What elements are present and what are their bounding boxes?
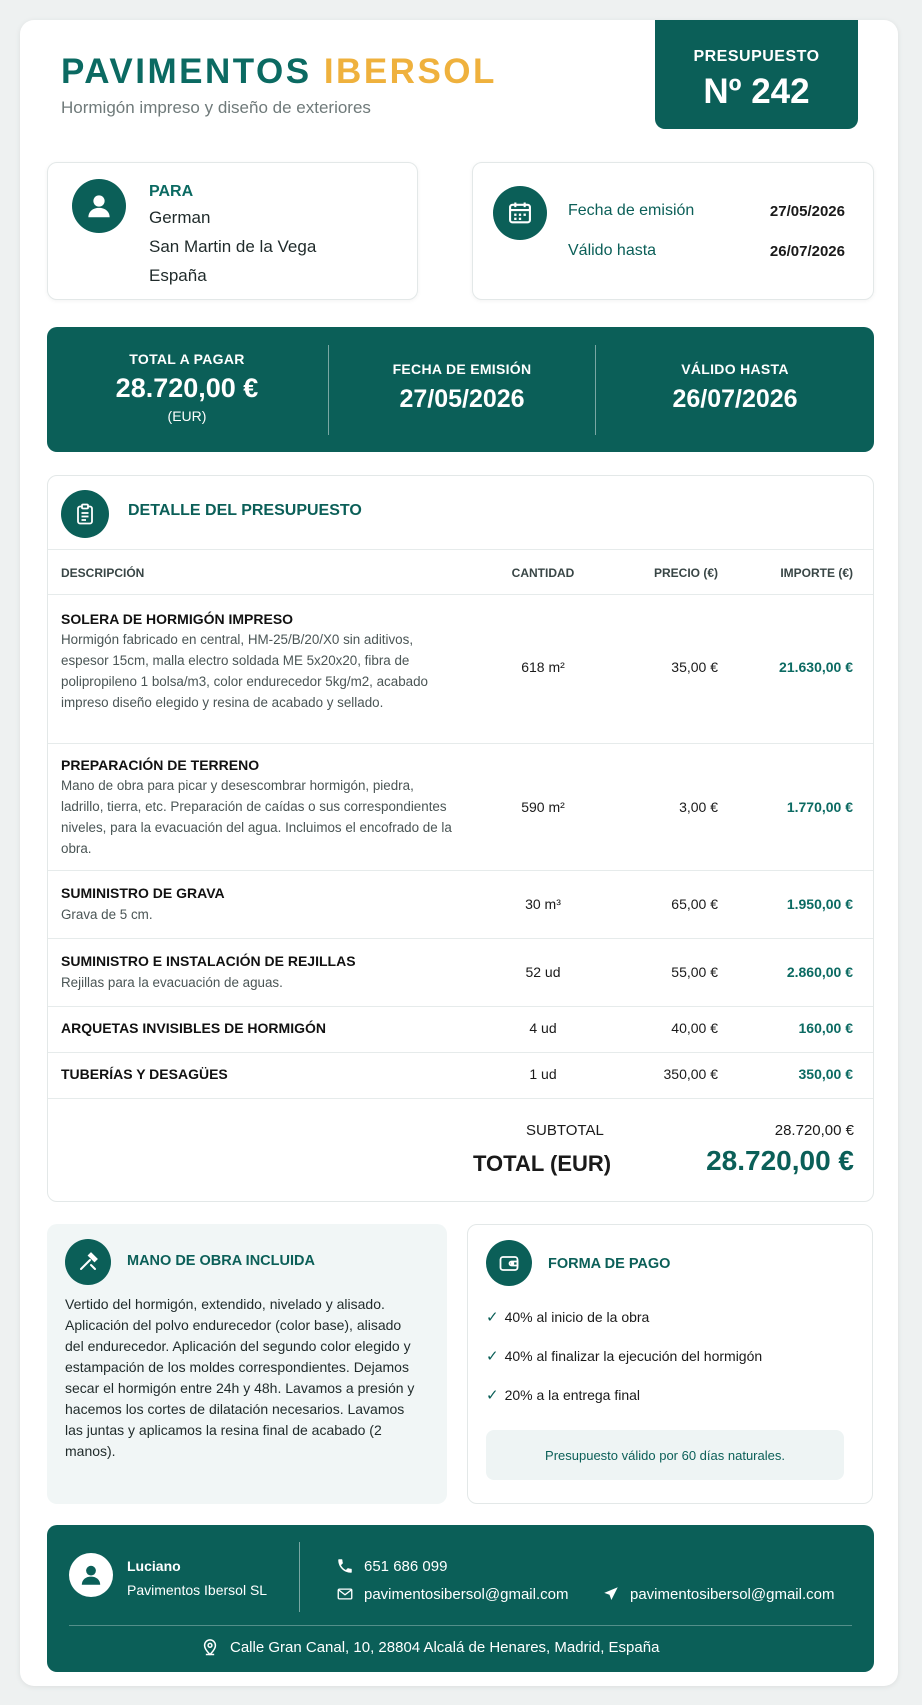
check-icon: ✓ [486,1348,499,1365]
payment-item-text: 40% al finalizar la ejecución del hormigón [504,1348,763,1364]
item-description: Grava de 5 cm. [61,907,153,922]
item-amount: 350,00 € [798,1066,853,1082]
client-card [47,162,418,300]
contact-phone[interactable] [336,1557,447,1575]
summary-total-value: 28.720,00 € [115,373,259,403]
divider [48,549,873,550]
item-price: 65,00 € [671,896,718,912]
client-city: San Martin de la Vega [149,237,317,256]
quote-title: PRESUPUESTO [693,48,820,65]
payment-item [486,1347,762,1365]
item-name: TUBERÍAS Y DESAGÜES [61,1066,228,1082]
item-name: ARQUETAS INVISIBLES DE HORMIGÓN [61,1020,326,1036]
contact-name: Luciano [127,1558,181,1574]
payment-item-text: 40% al inicio de la obra [504,1309,650,1325]
item-price: 40,00 € [671,1020,718,1036]
subtotal-value: 28.720,00 € [774,1122,854,1139]
wallet-icon [486,1240,532,1286]
table-row [48,1053,873,1098]
summary-valid [596,327,874,452]
item-price: 3,00 € [679,799,718,815]
contact-address [200,1637,659,1657]
labor-title: MANO DE OBRA INCLUIDA [127,1253,315,1269]
tools-icon [65,1239,111,1285]
summary-currency: (EUR) [167,408,207,424]
item-quantity: 1 ud [529,1066,557,1082]
summary-valid-value: 26/07/2026 [672,385,798,413]
item-quantity: 590 m² [521,799,565,815]
labor-text: Vertido del hormigón, extendido, nivelado y alisado. Aplicación del polvo endurecedor (color base), alisado del endurecedor. Aplicación del segundo color elegido y estampación de los moldes correspondientes. Dejamos secar el hormigón entre 24h y 48h. Lavamos a presión y hacemos los cortes de dilatación necesarios. Lavamos las juntas y aplicamos la resina final de acabado (2 manos). [65,1296,415,1459]
address-text: Calle Gran Canal, 10, 28804 Alcalá de Henares, Madrid, España [230,1638,660,1656]
column-header-description: DESCRIPCIÓN [61,566,145,580]
clipboard-icon [61,490,109,538]
contact-email[interactable] [336,1585,568,1603]
quote-document [20,20,898,1686]
payment-card [467,1224,873,1504]
summary-issue-label: FECHA DE EMISIÓN [392,361,532,377]
total-label: TOTAL (EUR) [473,1151,612,1176]
detail-title: DETALLE DEL PRESUPUESTO [128,502,362,519]
item-name: SOLERA DE HORMIGÓN IMPRESO [61,611,294,627]
item-quantity: 30 m³ [525,896,561,912]
summary-issue [329,327,595,452]
phone-icon [336,1557,354,1575]
brand-name-part1: PAVIMENTOS [61,52,312,91]
check-icon: ✓ [486,1387,499,1404]
location-pin-icon [200,1637,220,1657]
summary-total [47,327,327,452]
issue-date-value: 27/05/2026 [769,203,845,220]
email-address: pavimentosibersol@gmail.com [364,1585,569,1603]
item-description: Mano de obra para picar y desescombrar hormigón, piedra, ladrillo, tierra, etc. Preparación de caídas o sus correspondientes niveles, para la evacuación del agua. Incluimos el encofrado de la obra. [61,778,452,856]
client-country: España [149,266,207,285]
table-row [48,595,873,743]
item-name: SUMINISTRO E INSTALACIÓN DE REJILLAS [61,953,356,969]
payment-item [486,1386,640,1404]
brand-tagline: Hormigón impreso y diseño de exteriores [61,98,371,117]
item-amount: 1.770,00 € [786,799,853,815]
item-quantity: 4 ud [529,1020,557,1036]
item-price: 55,00 € [671,964,718,980]
divider [48,1098,873,1099]
quote-detail-table [47,475,874,1202]
contact-email-secondary[interactable] [602,1585,834,1603]
quote-number-badge [655,20,858,129]
total-value: 28.720,00 € [706,1145,854,1176]
item-quantity: 618 m² [521,659,565,675]
brand-logo [61,52,497,92]
check-icon: ✓ [486,1309,499,1326]
table-row [48,939,873,1006]
payment-item-text: 20% a la entrega final [504,1387,641,1403]
client-label: PARA [149,183,194,200]
item-description: Rejillas para la evacuación de aguas. [61,975,283,990]
contact-company: Pavimentos Ibersol SL [127,1582,268,1598]
footer-divider [69,1625,852,1626]
footer [47,1525,874,1672]
summary-issue-value: 27/05/2026 [399,385,525,413]
summary-total-label: TOTAL A PAGAR [129,351,245,367]
summary-valid-label: VÁLIDO HASTA [681,361,789,377]
phone-number: 651 686 099 [364,1557,448,1575]
item-amount: 1.950,00 € [786,896,853,912]
column-header-quantity: CANTIDAD [511,566,575,580]
validity-note: Presupuesto válido por 60 días naturales. [486,1430,844,1480]
calendar-icon [493,186,547,240]
column-header-amount: IMPORTE (€) [780,566,853,580]
table-row [48,1007,873,1052]
column-header-price: PRECIO (€) [653,566,718,580]
avatar-icon [69,1553,113,1597]
labor-card [47,1224,447,1504]
item-amount: 160,00 € [798,1020,853,1036]
client-name: German [149,208,211,227]
quote-number: Nº 242 [703,72,810,111]
mail-icon [336,1585,354,1603]
dates-card [472,162,874,300]
item-name: SUMINISTRO DE GRAVA [61,885,225,901]
item-quantity: 52 ud [525,964,561,980]
item-description: Hormigón fabricado en central, HM-25/B/20/X0 sin aditivos, espesor 15cm, malla electro soldada ME 5x20x20, fibra de polipropileno 1 bolsa/m3, color endurecedor 5kg/m2, acabado impreso diseño elegido y resina de acabado y sellado. [61,632,428,710]
item-price: 35,00 € [671,659,718,675]
user-icon [72,179,126,233]
footer-divider [299,1542,300,1612]
item-price: 350,00 € [663,1066,718,1082]
valid-until-label: Válido hasta [568,242,657,259]
item-amount: 2.860,00 € [786,964,853,980]
payment-item [486,1308,649,1326]
item-amount: 21.630,00 € [779,659,853,675]
valid-until-value: 26/07/2026 [769,243,845,260]
brand-name-part2: IBERSOL [323,52,497,91]
item-name: PREPARACIÓN DE TERRENO [61,757,260,773]
send-icon [602,1585,620,1603]
subtotal-label: SUBTOTAL [526,1122,604,1139]
summary-banner [47,327,874,452]
issue-date-label: Fecha de emisión [568,202,695,219]
table-row [48,871,873,938]
payment-title: FORMA DE PAGO [548,1256,671,1272]
email-address: pavimentosibersol@gmail.com [630,1585,835,1603]
table-row [48,744,873,870]
